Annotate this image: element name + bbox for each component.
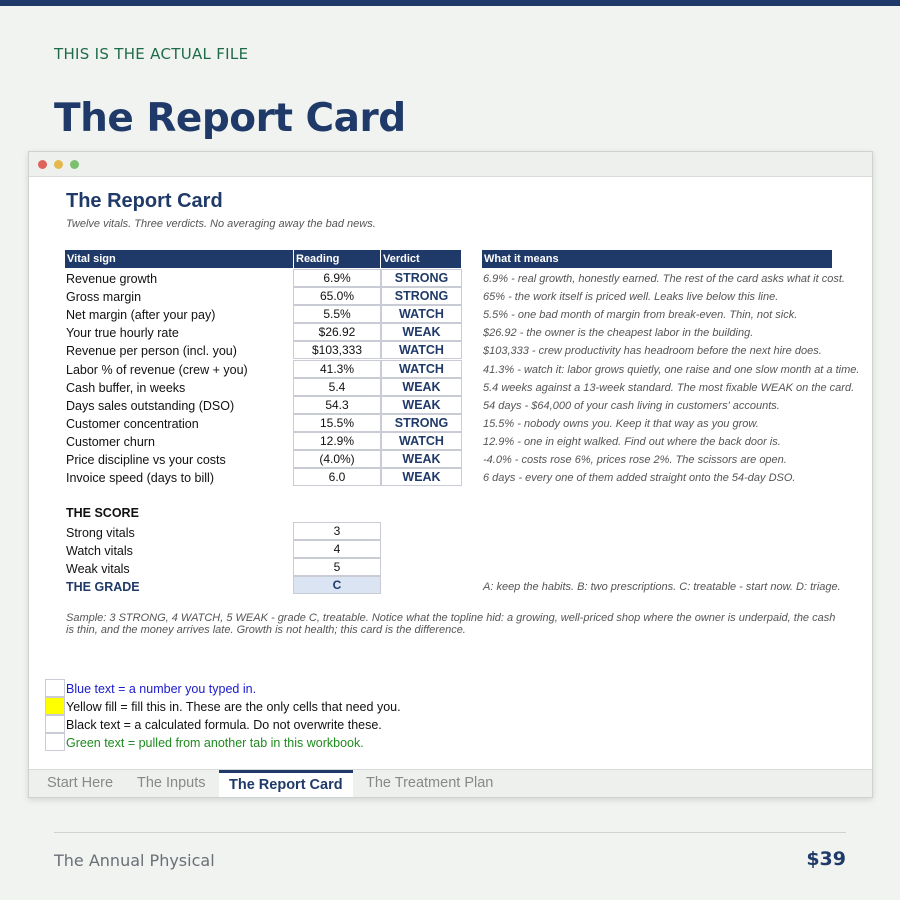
legend-black-text: Black text = a calculated formula. Do not overwrite these. <box>66 718 382 732</box>
means-text: 65% - the work itself is priced well. Leaks live below this line. <box>483 291 779 303</box>
reading-cell[interactable]: 54.3 <box>293 396 381 414</box>
verdict-cell[interactable]: WATCH <box>381 432 462 450</box>
legend-black-swatch <box>45 715 65 733</box>
watch-vitals-count[interactable]: 4 <box>293 540 381 558</box>
footer-divider <box>54 832 846 833</box>
minimize-window-icon[interactable] <box>54 160 63 169</box>
footer-price: $39 <box>806 848 846 870</box>
reading-cell[interactable]: 5.4 <box>293 378 381 396</box>
verdict-cell[interactable]: WATCH <box>381 341 462 359</box>
means-text: $26.92 - the owner is the cheapest labor in the building. <box>483 327 754 339</box>
legend-yellow-swatch <box>45 697 65 715</box>
means-text: 5.5% - one bad month of margin from break-even. Thin, not sick. <box>483 309 798 321</box>
tab-the-inputs[interactable]: The Inputs <box>137 775 206 791</box>
reading-cell[interactable]: 5.5% <box>293 305 381 323</box>
vital-label: Customer concentration <box>66 417 199 431</box>
maximize-window-icon[interactable] <box>70 160 79 169</box>
verdict-cell[interactable]: STRONG <box>381 287 462 305</box>
hero-title: The Report Card <box>54 96 406 141</box>
means-text: 6.9% - real growth, honestly earned. The rest of the card asks what it cost. <box>483 273 845 285</box>
grade-note: A: keep the habits. B: two prescriptions. C: treatable - start now. D: triage. <box>483 581 841 593</box>
means-text: 6 days - every one of them added straight onto the 54-day DSO. <box>483 472 796 484</box>
tab-the-report-card[interactable]: The Report Card <box>219 770 353 798</box>
watch-vitals-label: Watch vitals <box>66 544 133 558</box>
tab-start-here[interactable]: Start Here <box>47 775 114 791</box>
vital-label: Your true hourly rate <box>66 326 179 340</box>
grade-value[interactable]: C <box>293 576 381 594</box>
close-window-icon[interactable] <box>38 160 47 169</box>
sheet-tab-bar <box>29 769 872 798</box>
verdict-cell[interactable]: STRONG <box>381 269 462 287</box>
window-chrome <box>29 152 872 177</box>
reading-cell[interactable]: 15.5% <box>293 414 381 432</box>
header-vital-sign[interactable]: Vital sign <box>65 250 293 268</box>
vital-label: Invoice speed (days to bill) <box>66 471 214 485</box>
weak-vitals-count[interactable]: 5 <box>293 558 381 576</box>
grade-label: THE GRADE <box>66 580 140 594</box>
means-text: $103,333 - crew productivity has headroom before the next hire does. <box>483 345 822 357</box>
reading-cell[interactable]: 6.9% <box>293 269 381 287</box>
means-text: 54 days - $64,000 of your cash living in customers' accounts. <box>483 400 780 412</box>
weak-vitals-label: Weak vitals <box>66 562 130 576</box>
reading-cell[interactable]: $26.92 <box>293 323 381 341</box>
vital-label: Revenue per person (incl. you) <box>66 344 237 358</box>
spreadsheet-window <box>28 151 873 798</box>
header-what-it-means[interactable]: What it means <box>482 250 832 268</box>
score-title: THE SCORE <box>66 506 139 520</box>
vital-label: Price discipline vs your costs <box>66 453 226 467</box>
verdict-cell[interactable]: WEAK <box>381 378 462 396</box>
verdict-cell[interactable]: WATCH <box>381 305 462 323</box>
means-text: -4.0% - costs rose 6%, prices rose 2%. The scissors are open. <box>483 454 787 466</box>
reading-cell[interactable]: 6.0 <box>293 468 381 486</box>
reading-cell[interactable]: $103,333 <box>293 341 381 359</box>
verdict-cell[interactable]: WEAK <box>381 323 462 341</box>
sheet-subtitle: Twelve vitals. Three verdicts. No averaging away the bad news. <box>66 218 376 230</box>
reading-cell[interactable]: (4.0%) <box>293 450 381 468</box>
legend-blue-text: Blue text = a number you typed in. <box>66 682 257 696</box>
vital-label: Revenue growth <box>66 272 158 286</box>
legend-blue-swatch <box>45 679 65 697</box>
verdict-cell[interactable]: WEAK <box>381 396 462 414</box>
means-text: 12.9% - one in eight walked. Find out where the back door is. <box>483 436 781 448</box>
top-accent-bar <box>0 0 900 6</box>
legend-green-swatch <box>45 733 65 751</box>
eyebrow-label: THIS IS THE ACTUAL FILE <box>54 45 249 63</box>
footer-product-name: The Annual Physical <box>54 851 215 870</box>
vital-label: Gross margin <box>66 290 142 304</box>
vital-label: Cash buffer, in weeks <box>66 381 186 395</box>
strong-vitals-count[interactable]: 3 <box>293 522 381 540</box>
header-verdict[interactable]: Verdict <box>381 250 461 268</box>
verdict-cell[interactable]: WEAK <box>381 450 462 468</box>
tab-the-treatment-plan[interactable]: The Treatment Plan <box>366 775 494 791</box>
means-text: 5.4 weeks against a 13-week standard. The most fixable WEAK on the card. <box>483 382 855 394</box>
header-reading[interactable]: Reading <box>294 250 380 268</box>
strong-vitals-label: Strong vitals <box>66 526 135 540</box>
legend-green-text: Green text = pulled from another tab in this workbook. <box>66 736 364 750</box>
verdict-cell[interactable]: STRONG <box>381 414 462 432</box>
vital-label: Customer churn <box>66 435 155 449</box>
reading-cell[interactable]: 65.0% <box>293 287 381 305</box>
vital-label: Days sales outstanding (DSO) <box>66 399 235 413</box>
verdict-cell[interactable]: WATCH <box>381 360 462 378</box>
legend-yellow-text: Yellow fill = fill this in. These are the only cells that need you. <box>66 700 401 714</box>
reading-cell[interactable]: 12.9% <box>293 432 381 450</box>
sample-note: Sample: 3 STRONG, 4 WATCH, 5 WEAK - grade C, treatable. Notice what the topline hid: a growing, well-priced shop where the owner is underpaid, the cash is thin, and the money arrives late. Growth is not health; this card is the difference. <box>66 612 836 636</box>
sheet-title: The Report Card <box>66 190 223 212</box>
verdict-cell[interactable]: WEAK <box>381 468 462 486</box>
vital-label: Labor % of revenue (crew + you) <box>66 363 248 377</box>
reading-cell[interactable]: 41.3% <box>293 360 381 378</box>
means-text: 15.5% - nobody owns you. Keep it that way as you grow. <box>483 418 759 430</box>
means-text: 41.3% - watch it: labor grows quietly, one raise and one slow month at a time. <box>483 364 860 376</box>
vital-label: Net margin (after your pay) <box>66 308 216 322</box>
